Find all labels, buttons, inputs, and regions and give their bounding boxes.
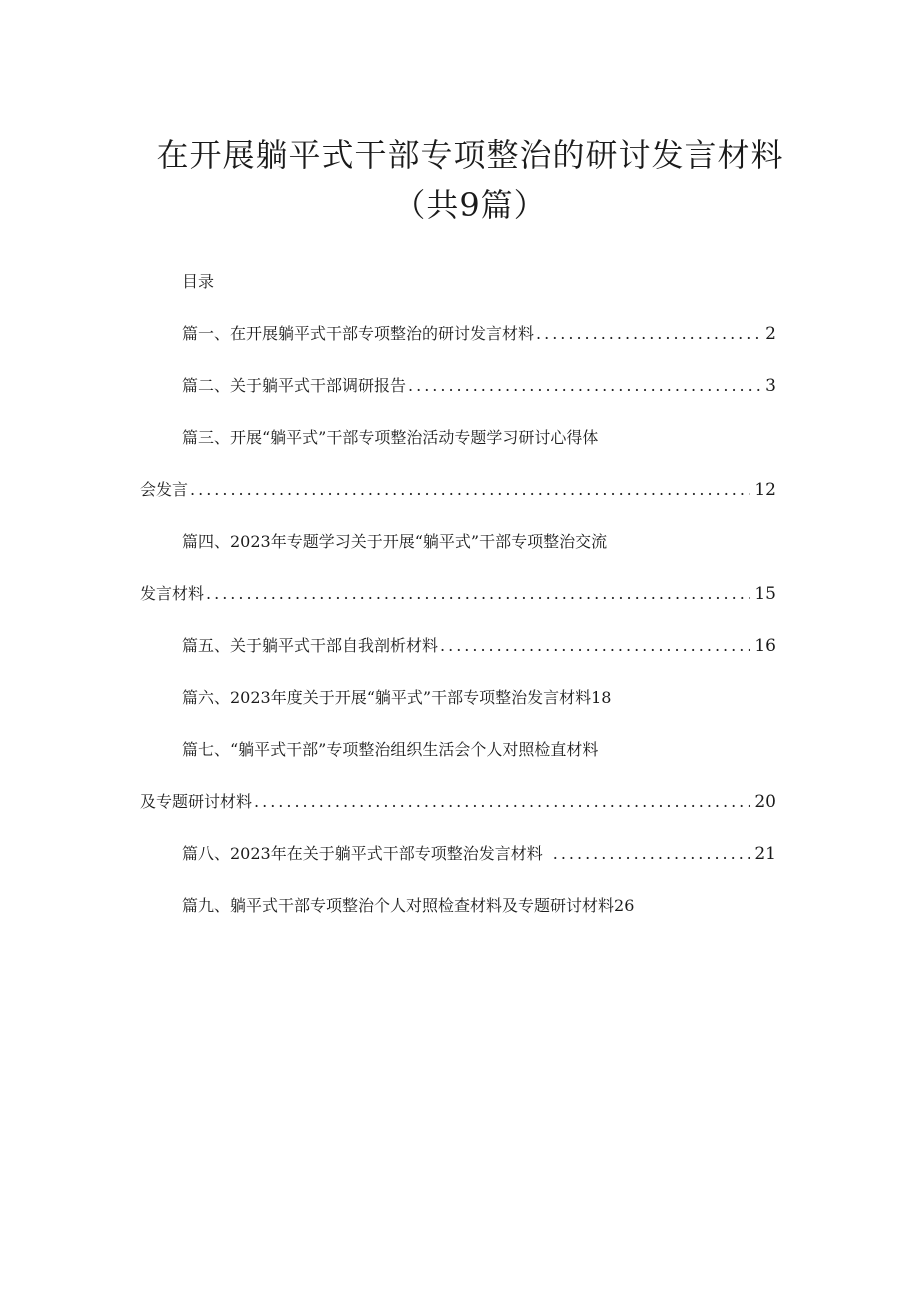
toc-leader-dots <box>440 634 750 658</box>
toc-entry-4[interactable] <box>140 582 776 606</box>
toc-leader-dots <box>408 374 761 398</box>
toc-page-number: 12 <box>754 480 776 500</box>
toc-entry-8[interactable] <box>182 842 776 866</box>
toc-leader-dots <box>536 322 761 346</box>
toc-page-number: 26 <box>614 896 635 915</box>
toc-leader-dots <box>190 478 750 502</box>
toc-page-number: 16 <box>754 636 776 656</box>
toc-page-number: 15 <box>754 584 776 604</box>
toc-heading: 目录 <box>182 272 215 291</box>
toc-entry-4-line1[interactable]: 篇四、2023年专题学习关于开展“躺平式”干部专项整治交流 <box>182 532 608 551</box>
toc-page-number: 21 <box>754 844 776 864</box>
toc-entry-text: 会发言 <box>140 480 189 499</box>
toc-entry-text: 篇六、2023年度关于开展“躺平式”干部专项整治发言材料 <box>182 688 592 707</box>
toc-page-number: 18 <box>591 688 612 707</box>
toc-entry-text: 篇五、关于躺平式干部自我剖析材料 <box>182 636 439 655</box>
toc-entry-7[interactable] <box>140 790 776 814</box>
toc-entry-6[interactable] <box>182 686 611 710</box>
toc-entry-2[interactable] <box>182 374 776 398</box>
toc-page-number: 20 <box>754 792 776 812</box>
toc-entry-text: 篇八、2023年在关于躺平式干部专项整治发言材料 <box>182 844 543 863</box>
toc-entry-3-line1[interactable]: 篇三、开展“躺平式”干部专项整治活动专题学习研讨心得体 <box>182 428 599 447</box>
toc-leader-dots <box>206 582 750 606</box>
toc-entry-text: 发言材料 <box>140 584 205 603</box>
toc-leader-dots <box>553 842 751 866</box>
toc-entry-text: 及专题研讨材料 <box>140 792 253 811</box>
toc-entry-3[interactable] <box>140 478 776 502</box>
toc-entry-7-line1[interactable]: 篇七、“躺平式干部”专项整治组织生活会个人对照检直材料 <box>182 740 599 759</box>
document-title: 在开展躺平式干部专项整治的研讨发言材料（共9篇） <box>156 136 784 224</box>
toc-entry-text: 篇一、在开展躺平式干部专项整治的研讨发言材料 <box>182 324 535 343</box>
toc-entry-text: 篇九、躺平式干部专项整治个人对照检查材料及专题研讨材料 <box>182 896 615 915</box>
toc-entry-5[interactable] <box>182 634 776 658</box>
toc-entry-1[interactable] <box>182 322 776 346</box>
toc-leader-dots <box>254 790 750 814</box>
toc-page-number: 3 <box>765 376 776 396</box>
toc-page-number: 2 <box>765 324 776 344</box>
toc-entry-text: 篇二、关于躺平式干部调研报告 <box>182 376 407 395</box>
toc-entry-9[interactable] <box>182 894 634 918</box>
